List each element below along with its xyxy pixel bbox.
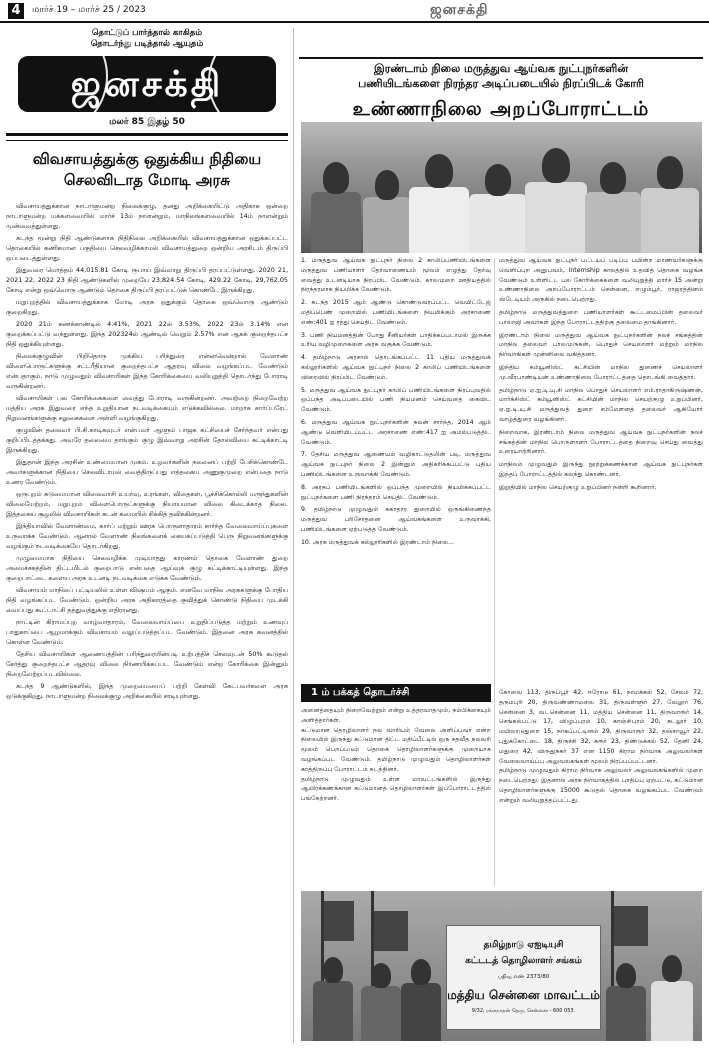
header-brand: ஜனசக்தி	[430, 2, 489, 18]
banner-line-1: தமிழ்நாடு ஏஐடியுசி	[483, 940, 564, 950]
header-rule	[0, 21, 709, 23]
paragraph: இதுதான் இந்த அரசின் உண்மையான முகம். உழவர்களின் நலனைப் பற்றி பேசிக்கொண்டே அவர்களுக்கான நிதியை செலவிடாமல் வைத்திருப்பது எத்தகைய அணுகுமுறை என்பதை நாடு உணர வேண்டும்.	[6, 458, 288, 486]
paragraph: 5. மருத்துவ ஆய்வக நுட்புநர் காலிப் பணியிடங்களை நிரப்புவதில் ஒப்பந்த அடிப்படையில் பணி நியமனம் செய்வதை கைவிட வேண்டும்.	[301, 386, 491, 414]
paragraph: கடந்த 9 ஆண்டுகளில், இந்த முறைமையைப் பற்றி கேள்வி கேட்பவர்களை அரசு ஒடுக்குகிறது. நாடாளுமன்ற நிலைக்குழு அறிக்கையில் சாடியுள்ளது.	[6, 682, 288, 700]
paragraph: தமிழ்நாடு ஏ.ஐ.டி.யு.சி மாநில பொதுச் செயலாளர் எம்.ராதாகிருஷ்ணன், மார்க்சிஸ்ட் கம்யூனிஸ்ட் கட்சியின் மாநில செயற்குழு உறுப்பினர், ஏ.ஐ.டி.யு.சி மருத்துவத் துறை சம்மேளனத் தலைவர் ஆகியோர் வாழ்த்துரை வழங்கினர்.	[499, 386, 703, 423]
continuation-label: 1 ம் பக்கத் தொடர்ச்சி	[311, 687, 410, 698]
editorial-title: விவசாயத்துக்கு ஒதுக்கிய நிதியை செலவிடாத மோடி அரசு	[32, 150, 262, 189]
paragraph: 2. கடந்த 2015 ஆம் ஆண்டு கொண்டுவரப்பட்ட வெயிட்டேஜ் மதிப்பெண் முறையில் பணியிடங்களை நியமிக்கும் அரசாணை எண்:401 ஐ ரத்து செய்திட வேண்டும்.	[301, 299, 491, 326]
article-kicker	[299, 61, 703, 91]
paragraph: முழுமையாக நிதியை செலவழிக்க முடியாதது காரணம் தொகை வேளாண் துறை அமைச்சகத்தின் திட்டமிடல் குறைபாடு என்பதை ஆய்வுக் குழு சுட்டிக்காட்டியுள்ளது. இந்த குறைபாட்டை களைய அரசு உடனடி நடவடிக்கை எடுக்க வேண்டும்.	[6, 554, 288, 582]
paragraph: இறுதியில் மாநில செயற்குழு உறுப்பினர் நன்றி கூறினார்.	[499, 483, 657, 491]
article-column-2	[499, 256, 703, 681]
paragraph: நிலைக்குழுவின் பிறிதொரு முக்கிய பரிந்துரை என்னவென்றால் வேளாண் விளைபொருட்களுக்கு சட்டரீதியான குறைந்தபட்ச ஆதரவு விலை வழங்கப்பட வேண்டும் என்பதாகும். நாடு முழுவதும் விவசாயிகள் இந்த கோரிக்கையை வலியுறுத்தி தொடர்ந்து போராடி வருகின்றனர்.	[6, 352, 288, 390]
paragraph: நாட்டின் கிராமப்புற வாழ்வாதாரம், வேலைவாய்ப்பை உறுதிப்படுத்த மற்றும் உணவுப் பாதுகாப்பை ஆழமாக்கும் விவசாயம் வலுப்படுத்தப்பட வேண்டும். இதனை அரசு கவனத்தில் கொள்ள வேண்டும்.	[6, 618, 288, 646]
paragraph: இந்திய கம்யூனிஸ்ட் கட்சியின் மாநில துணைச் செயலாளர் மு.வீரபாண்டியன் உண்ணாநிலை போராட்டத்தை தொடங்கி வைத்தார்.	[499, 363, 703, 381]
paragraph: தமிழ்நாடு முழுவதும் கிராம நிர்வாக அலுவலர் அலுவலகங்களில் முறை நடைபெற்றது. இதனால் அரசு நிர்வாகத்தில் பாதிப்பு ஏற்பட்டு, கட்டுமான தொழிலாளர்களுக்கு 15000 கூடுதல் தொகை வழங்கப்பட வேண்டும் என்றும் வலியுறுத்தப்பட்டது.	[499, 767, 703, 804]
paragraph: கோவை 113, திருப்பூர் 42, ஈரோடு 61, நாமக்கல் 52, சேலம் 72, தருமபுரி 20, திருவண்ணாமலை 31, திருவள்ளூர் 27, வேலூர் 76, சென்னை 3, வடசென்னை 11, மத்திய சென்னை 11, திருவாரூர் 14, செங்கல்பட்டு 17, விழுப்புரம் 10, காஞ்சிபுரம் 20, கடலூர் 10, மயிலாடுதுறை 15, நாகப்பட்டினம் 29, திருவாரூர் 32, தஞ்சாவூர் 22, புதுக்கோட்டை 18, திருச்சி 32, கரூர் 23, திண்டுக்கல் 52, தேனி 24, மதுரை 42, விருதுநகர் 37 என 1150 கிராம நிர்வாக அலுவலர்கள் வேலைவாய்ப்பு அலுவலகங்கள் மூலம் நிரப்பப்பட்டனர்.	[499, 689, 703, 765]
paragraph: குழுவின் தலைவர் பி.சி.காடிகவுடர் என்பவர் ஆளும் பாஜக கட்சியைச் சேர்ந்தவர் என்பது குறிப்பிடத்தக்கது. அவரே தலைமை தாங்கும் குழு இவ்வாறு அரசின் தோல்வியை சுட்டிக்காட்டி இருக்கிறது.	[6, 426, 288, 454]
editorial-column	[6, 28, 288, 1043]
editorial-body	[6, 201, 288, 701]
page-number: 4	[8, 3, 24, 19]
banner-line-3: பதிவு எண் 2373/80	[497, 974, 550, 980]
paragraph: 3. பணி நியமனத்தின் போது சீனியர்கள் பாதிக்கப்படாமல் இருக்க உரிய வழிமுறைகளை அரசு வகுக்க வேண்டும்.	[301, 331, 491, 349]
paragraph: 8. அரசுப் பணியிடங்களில் ஒப்பந்த முறையில் நியமிக்கப்பட்ட நுட்புநர்களை பணி நிரந்தரம் செய்திட வேண்டும்.	[301, 483, 491, 501]
paragraph: ஒருபுறம் கடுமையான விலைவாசி உயர்வு, உரங்கள், விதைகள், பூச்சிக்கொல்லி மருந்துகளின் விலையேற்றம், மறுபுறம் விளைபொருட்களுக்கு நியாயமான விலை கிடைக்காத நிலை. இத்தகைய சூழலில் விவசாயிகள் கடன் சுமையில் சிக்கித் தவிக்கின்றனர்.	[6, 490, 288, 518]
kicker-line-1: இரண்டாம் நிலை மருத்துவ ஆய்வக நுட்புநர்களின்	[374, 62, 628, 75]
banner-line-4: மத்திய சென்னை மாவட்டம்	[447, 988, 600, 1002]
paragraph: மருத்துவ ஆய்வக நுட்புநர் பட்டயப் படிப்பு பயின்ற மாணவர்களுக்கு வெளிப்புற அனுபவம், Internship காலத்தில் உதவித் தொகை வழங்க வேண்டும் உள்ளிட்ட பல கோரிக்கைகளை வலியுறுத்தி மார்ச் 15 அன்று உண்ணாநிலை அறப்போராட்டம் சென்னை, எழும்பூர், ராஜரத்தினம் ஸ்டேடியம் அருகில் நடைபெற்றது.	[499, 257, 703, 304]
rule	[6, 133, 288, 136]
paragraph: 4. தமிழ்நாடு அரசால் தொடங்கப்பட்ட 11 புதிய மருத்துவக் கல்லூரிகளில் ஆய்வக நுட்புநர் நிலை 2 காலிப் பணியிடங்களை விரைவில் நிரப்பிட வேண்டும்.	[301, 354, 491, 381]
page-header	[0, 0, 709, 22]
paragraph: நிறைவாக, இரண்டாம் நிலை மருத்துவ ஆய்வக நுட்புநர்களின் நலச் சங்கத்தின் மாநில பொருளாளர் போராட்டத்தை நிறைவு செய்து வைத்து உரையாற்றினார்.	[499, 428, 703, 456]
paragraph: விவசாயத்துக்கான நாடாளுமன்ற நிலைக்குழு, தனது அறிக்கையிட்டு அதிகாக ஒன்றை நாடாளுமன்ற மக்களவையில் மார்ச் 13ம் நாளன்றும், மாநிலங்களவையில் 14ம் நாளன்றும் முன்வைத்துள்ளது.	[6, 202, 288, 230]
tagline-2: தொடர்ந்து படித்தால் ஆயுதம்	[90, 39, 204, 49]
paragraph: தமிழ்நாடு முழுவதும் உள்ள மாவட்டங்களில் இருந்து ஆயிரக்கணக்கான கட்டுமானத் தொழிலாளர்கள் இப்போராட்டத்தில் பங்கேற்றனர்.	[301, 775, 491, 803]
paragraph: மாநிலம் முழுவதும் இருந்து நூற்றுக்கணக்கான ஆய்வக நுட்புநர்கள் இந்தப் போராட்டத்தில் கலந்து கொண்டனர்.	[499, 461, 703, 478]
article-column-4	[499, 688, 703, 886]
paragraph: 7. தேசிய மருத்துவ ஆணையம் வழிகாட்டுதலின் படி, மருத்துவ ஆய்வக நுட்புநர் நிலை 2 இன்னும் அதிகரிக்கப்பட்டு புதிய பணியிடங்களை உருவாக்கி வேண்டும்.	[301, 451, 491, 478]
union-banner	[446, 925, 601, 1030]
paragraph: விவசாயிகள் பல கோரிக்கைகளை வைத்து போராடி வருகின்றனர். அவற்றை நிறைவேற்ற மத்திய அரசு இதுவரை எந்த உறுதியான நடவடிக்கையும் எடுக்கவில்லை. மாறாக கார்ப்பரேட் நிறுவனங்களுக்கு சலுகைகளை அள்ளி வழங்குகிறது.	[6, 394, 288, 422]
column-divider	[293, 28, 294, 1043]
paragraph: தமிழ்நாடு மருத்துவத்துறை பணியாளர்கள் கூட்டமைப்பின் தலைவர் பாலாஜி அவர்கள் இந்த போராட்டத்திற்கு தலைமை தாங்கினார்.	[499, 308, 703, 326]
kicker-line-2: பணியிடங்களை நிரந்தர அடிப்படையில் நிரப்பிடக் கோரி	[358, 77, 644, 90]
paragraph: இரண்டாம் நிலை மருத்துவ ஆய்வக நுட்புநர்களின் நலச் சங்கத்தின் மாநில தலைவர் பாலமுருகன், பொதுச் செயலாளர் மற்றும் மாநில நிர்வாகிகள் முன்னிலை வகித்தனர்.	[499, 331, 703, 359]
banner-line-5: 9/32, ரங்கநாதன் தெரு, சென்னை - 600 053.	[471, 1008, 576, 1014]
volume-issue: மலர் 85 இதழ் 50	[109, 117, 185, 127]
rule	[299, 57, 703, 59]
protest-photo	[301, 122, 702, 253]
column-divider	[494, 258, 495, 886]
rule	[6, 140, 288, 141]
paragraph: இதுவரை மொத்தம் 44,015.81 கோடி ரூபாய் இவ்வாறு திருப்பி தரப்பட்டுள்ளது. 2020 21, 2021 22, 2022 23 நிதி ஆண்டுகளில் முறையே 23,824.54 கோடி, 429.22 கோடி, 29,762.05 கோடி என்று ஒவ்வொரு ஆண்டும் தொகை திருப்பி தரப்பட்டுக் கொண்டே இருக்கிறது.	[6, 266, 288, 294]
paragraph: மறுபுறத்தில் விவசாயத்துக்காக மோடி அரசு ஒதுக்கும் தொகை ஒவ்வொரு ஆண்டும் குறைகிறது.	[6, 298, 288, 316]
paragraph: அனைத்தையும் நிறைவேற்றும் என்று உத்தரவாதமும், நம்பிக்கையும் அளித்தார்கள்.	[301, 707, 491, 724]
article-column-1	[301, 256, 491, 681]
paragraph: 10. அரசு மருத்துவக் கல்லூரிகளில் இரண்டாம் நிலை...	[301, 538, 455, 546]
union-photo	[301, 891, 702, 1041]
paragraph: 2020 21ம் கணக்காண்டில் 4.41%, 2021 22ல் 3.53%, 2022 23ல் 3.14% என குறைக்கப்பட்டு வந்துள்ளது. இந்த 202324ல் ஆண்டில் வெறும் 2.57% என ஆகக் குறைந்தபட்ச நிதி ஒதுக்கியுள்ளது.	[6, 320, 288, 348]
paragraph: கடந்த மூன்று நிதி ஆண்டுகளாக நிதிநிலை அறிக்கையில் விவசாயத்துக்கான ஒதுக்கப்பட்ட தொகையில் கணிசமான பகுதியை செலவழிக்காமல் விவசாயத்துறை ஒன்றிய அரசிடம் திருப்பி ஒப்படைத்துள்ளது.	[6, 234, 288, 262]
paragraph: தேசிய விவசாயிகள் ஆணையத்தின் பரிந்துரையின்படி உற்பத்திச் செலவுடன் 50% கூடுதல் சேர்த்து குறைந்தபட்ச ஆதரவு விலை நிர்ணயிக்கப்பட வேண்டும் என்ற கோரிக்கை இன்னும் நிறைவேற்றப்படவில்லை.	[6, 650, 288, 678]
paragraph: 6. மருத்துவ ஆய்வக நுட்புநர்களின் நலன் சார்ந்த, 2014 ஆம் ஆண்டு வெளியிடப்பட்ட அரசாணை எண்:417 ஐ அமல்படுத்திட வேண்டும்.	[301, 418, 491, 446]
tagline-1: தொட்டுப் பார்த்தால் காகிதம்	[91, 28, 203, 38]
banner-line-2: கட்டடத் தொழிலாளர் சங்கம்	[465, 956, 582, 966]
issue-date: மார்ச் 19 – மார்ச் 25 / 2023	[32, 5, 146, 15]
paragraph: 1. மருத்துவ ஆய்வக நுட்புநர் நிலை 2 காலிப்பணியிடங்களை மருத்துவ பணியாளர் தேர்வாணையம் மூலம் எழுத்து தேர்வு வைத்து உடனடியாக நிரப்பிட வேண்டும். காலமுறை ஊதியத்தில் நிரந்தரமாக நியமிக்க வேண்டும்.	[301, 257, 491, 294]
paragraph: இந்தியாவில் வேளாண்மை, கார்ப் மற்றும் ஊரக பொருளாதாரம் சார்ந்த வேலைவாய்ப்புகளை உருவாக்க வேண்டும். ஆனால் வேளாண் நிலங்களைக் கையகப்படுத்தி பெரு நிறுவனங்களுக்கு வழங்கும் நடவடிக்கையே தொடர்கிறது.	[6, 522, 288, 550]
paragraph: விவசாயம் மாநிலப் பட்டியலில் உள்ள விஷயம் ஆகும். எனவே மாநில அரசுகளுக்கு போதிய நிதி வழங்கப்பட வேண்டும். ஒன்றிய அரசு அதிகாரத்தை குவித்துக் கொண்டு நிதியை முடக்கி வைப்பது கூட்டாட்சி தத்துவத்துக்கு எதிரானது.	[6, 586, 288, 614]
article-column-3	[301, 706, 491, 886]
paragraph: கட்டுமான தொழிலாளர் நல வாரியம் வேலை அளிப்பவர் என்ற நிலையில் இருந்து கட்டுமான திட்ட மதிப்பீட்டில் ஒரு சதவீத நலவரி மூலம் பெறப்படும் தொகை தொழிலாளர்களுக்கு முறையாக வழங்கப்பட வேண்டும். தமிழ்நாடு முழுவதும் தொழிலாளர்கள் காத்திருப்பு போராட்டம் நடத்தினர்.	[301, 726, 491, 773]
masthead-logo	[18, 56, 276, 112]
masthead-title: ஜனசக்தி	[70, 63, 224, 105]
paragraph: 9. தமிழ்நாடு முழுவதும் சுகாதார துறையில் ஒருங்கிணைந்த மருத்துவ பரிசோதனை ஆய்வகங்களை உருவாக்கி, பணியிடங்களை ஏற்படுத்த வேண்டும்.	[301, 506, 491, 533]
continuation-bar	[301, 684, 491, 702]
article-headline: உண்ணாநிலை அறப்போராட்டம்	[352, 98, 650, 120]
